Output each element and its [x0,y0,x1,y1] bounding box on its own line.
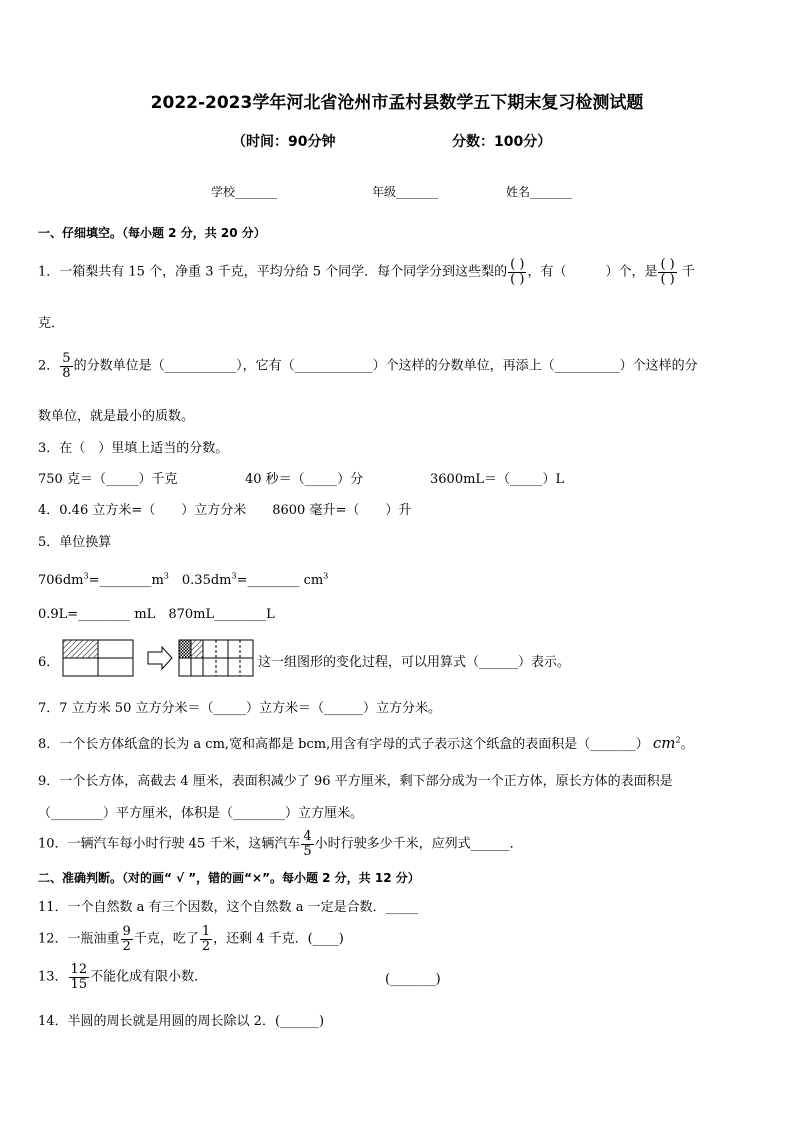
question-12: 12．一瓶油重 $\frac{9}{2}$ 千克，吃了 $\frac{1}{2}$ ，还剩 4 千克．(____) [38,924,344,954]
q12-fraction-1: $\frac{9}{2}$ [122,924,131,954]
q2-text-a: 的分数单位是（___________），它有（____________）个这样的分数单位，再添上（__________）个这样的分 [73,358,698,374]
q5-row-1: $706dm^3=\_\_\_\_\_\_\_\_m^3$ $0.35dm^3=\_\_\_\_\_\_\_\_$ $cm^3$ [38,571,329,588]
q6-label: 6． [38,655,60,670]
question-7: 7．7 立方米 50 立方分米＝（_____）立方米＝（______）立方分米。 [38,701,441,716]
question-8: 8．一个长方体纸盒的长为 a cm,宽和高都是 bcm,用含有字母的式子表示这个纸盒的表面积是（_______） $cm^2$。 [38,734,694,752]
q12-fraction-2: $\frac{1}{2}$ [201,924,211,954]
q3-item-2: 40 秒＝（_____）分 [245,472,364,487]
q3-item-3: 3600mL＝（_____）L [430,472,565,487]
question-13: 13． $\frac{12}{15}$ 不能化成有限小数． [38,962,208,992]
question-2: 2． $\frac{5}{8}$ 的分数单位是（___________），它有（____________）个这样的分数单位，再添上（__________）个这样的分 [38,351,698,381]
divided-rectangle [179,640,253,676]
q1-text-a: 1．一箱梨共有 15 个，净重 3 千克，平均分给 5 个同学．每个同学分到这些梨的 [38,264,508,280]
exam-score: 分数：100分） [452,134,552,150]
q13-fraction: $\frac{12}{15}$ [70,962,88,992]
q2-fraction: $\frac{5}{8}$ [62,351,71,381]
question-11: 11．一个自然数 a 有三个因数，这个自然数 a 一定是合数．_____ [38,900,419,915]
q1-fraction-2: $\frac{( )}{( )}$ [660,257,675,287]
q2-text-b: 数单位，就是最小的质数。 [38,409,195,424]
q13-answer: (_______) [385,972,441,987]
q6-text: 这一组图形的变化过程，可以用算式（______）表示。 [258,655,571,670]
school-field: 学校_______ [211,185,278,199]
q5-row-2: 0.9L=________ mL 870mL________L [38,607,275,622]
q9-text-a: 9．一个长方体，高截去 4 厘米，表面积减少了 96 平方厘米，剩下部分成为一个正方体，原长方体的表面积是 [38,774,673,789]
section-1-title: 一、仔细填空。（每小题 2 分，共 20 分） [38,226,266,240]
grade-field: 年级_______ [372,185,439,199]
section-2-title: 二、准确判断。（对的画“ √ ”，错的画“×”。每小题 2 分，共 12 分） [38,871,420,885]
page-title: 2022-2023学年河北省沧州市孟村县数学五下期末复习检测试题 [150,93,644,113]
q9-text-b: （________）平方厘米，体积是（________）立方厘米。 [38,806,364,821]
q3-item-1: 750 克＝（_____）千克 [38,472,178,487]
arrow-right-icon [148,647,172,669]
q10-fraction: $\frac{4}{5}$ [303,829,312,859]
original-rectangle [63,640,133,676]
q1-text-c: 千 [681,264,695,280]
q1-text-b: ，有（ ）个，是 [527,264,658,280]
question-1 [38,258,695,286]
question-10: 10．一辆汽车每小时行驶 45 千米，这辆汽车 $\frac{4}{5}$ 小时行驶多少千米，应列式______． [38,829,523,859]
name-field: 姓名_______ [506,185,573,199]
question-14: 14．半圆的周长就是用圆的周长除以 2．(______) [38,1014,325,1029]
q5-text-a: 5．单位换算 [38,535,112,550]
q3-text-a: 3．在（ ）里填上适当的分数。 [38,441,229,456]
q1-fraction-1: $\frac{( )}{( )}$ [510,257,525,287]
q1-text-d: 克． [38,316,65,331]
q6-figure [62,638,254,680]
exam-time: （时间：90分钟 [232,134,336,150]
question-4: 4．0.46 立方米=（ ）立方分米 8600 毫升=（ ）升 [38,503,412,518]
